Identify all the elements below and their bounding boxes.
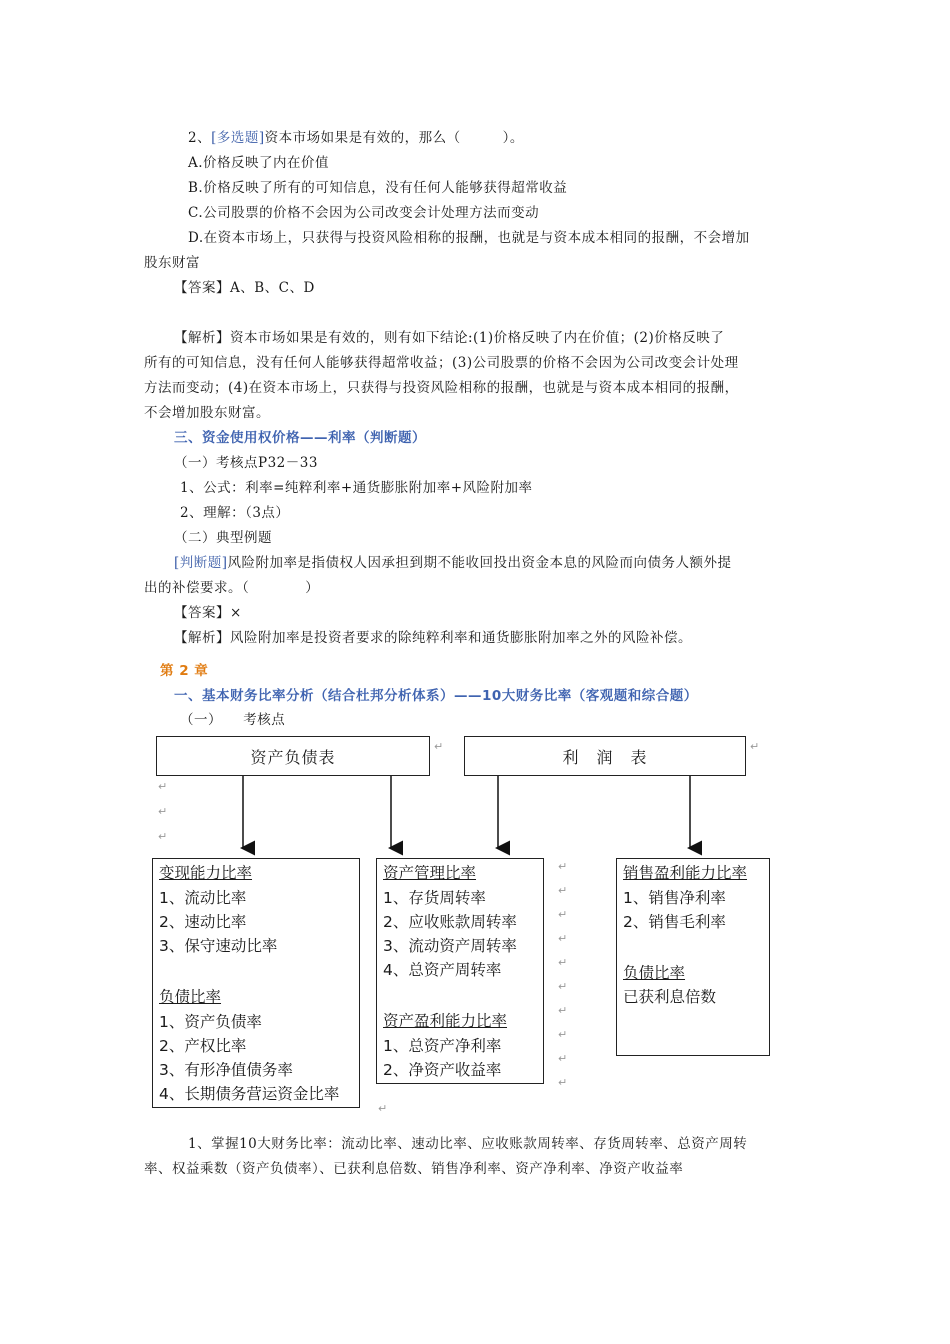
liquidity-ratio-title: 变现能力比率 [159, 864, 253, 882]
return-mark: ↵ [378, 1102, 388, 1115]
q2-analysis-2: 所有的可知信息，没有任何人能够获得超常收益；(3)公司股票的价格不会因为公司改变会计处理 [144, 355, 739, 371]
q2-analysis-3: 方法而变动；(4)在资本市场上，只获得与投资风险相称的报酬，也就是与资本成本相同的报酬， [144, 380, 739, 396]
section3-question-text: 风险附加率是指债权人因承担到期不能收回投出资金本息的风险而向债务人额外提 [227, 555, 732, 571]
chapter-title: 第 2 章 [160, 663, 209, 679]
section3-point: （一）考核点P32－33 [174, 455, 318, 471]
q2-type-tag: [多选题] [211, 130, 265, 146]
section3-question [174, 553, 732, 573]
list-item: 4、长期债务营运资金比率 [159, 1085, 340, 1103]
q2-option-d-cont: 股东财富 [144, 255, 200, 271]
balance-sheet-box [156, 736, 430, 776]
summary-line-2: 率、权益乘数（资产负债率）、已获利息倍数、销售净利率、资产净利率、净资产收益率 [144, 1161, 684, 1177]
return-mark: ↵ [558, 1052, 568, 1065]
q2-analysis-1: 【解析】资本市场如果是有效的，则有如下结论:(1)价格反映了内在价值；(2)价格反映了 [174, 330, 725, 346]
return-mark: ↵ [558, 860, 568, 873]
list-item: 已获利息倍数 [623, 988, 717, 1006]
return-mark: ↵ [158, 830, 168, 843]
list-item: 3、保守速动比率 [159, 937, 278, 955]
q2-option-c: C.公司股票的价格不会因为公司改变会计处理方法而变动 [188, 205, 540, 221]
debt-ratio-title: 负债比率 [623, 964, 686, 982]
return-mark: ↵ [558, 932, 568, 945]
q2-analysis-4: 不会增加股东财富。 [144, 405, 270, 421]
debt-ratio-title: 负债比率 [159, 988, 222, 1006]
list-item: 1、资产负债率 [159, 1013, 262, 1031]
asset-management-box [376, 858, 544, 1084]
list-item: 2、速动比率 [159, 913, 247, 931]
balance-sheet-title: 资产负债表 [250, 747, 336, 767]
section3-formula: 1、公式：利率=纯粹利率+通货膨胀附加率+风险附加率 [180, 480, 533, 496]
liquidity-debt-box [152, 858, 360, 1108]
summary-line-1: 1、掌握10大财务比率：流动比率、速动比率、应收账款周转率、存货周转率、总资产周转 [188, 1136, 748, 1152]
return-mark: ↵ [558, 1028, 568, 1041]
asset-mgmt-title: 资产管理比率 [383, 864, 477, 882]
return-mark: ↵ [750, 740, 760, 753]
financial-ratio-diagram [150, 730, 780, 1120]
income-statement-title: 利 润 表 [562, 747, 648, 767]
q2-option-b: B.价格反映了所有的可知信息，没有任何人能够获得超常收益 [188, 180, 568, 196]
list-item: 2、应收账款周转率 [383, 913, 517, 931]
return-mark: ↵ [558, 884, 568, 897]
return-mark: ↵ [558, 980, 568, 993]
list-item: 2、产权比率 [159, 1037, 247, 1055]
chapter-heading: 一、基本财务比率分析（结合杜邦分析体系）——10大财务比率（客观题和综合题） [174, 688, 698, 704]
section3-understanding: 2、理解：（3点） [180, 505, 290, 521]
return-mark: ↵ [558, 1076, 568, 1089]
return-mark: ↵ [158, 805, 168, 818]
list-item: 3、有形净值债务率 [159, 1061, 293, 1079]
section3-analysis: 【解析】风险附加率是投资者要求的除纯粹利率和通货膨胀附加率之外的风险补偿。 [174, 630, 692, 646]
list-item: 1、存货周转率 [383, 889, 486, 907]
q2-stem [188, 128, 524, 148]
section3-answer: 【答案】× [174, 605, 242, 621]
q2-option-d: D.在资本市场上，只获得与投资风险相称的报酬，也就是与资本成本相同的报酬，不会增加 [188, 230, 750, 246]
list-item: 2、销售毛利率 [623, 913, 726, 931]
income-statement-box [464, 736, 746, 776]
asset-profit-title: 资产盈利能力比率 [383, 1012, 508, 1030]
return-mark: ↵ [558, 956, 568, 969]
list-item: 1、总资产净利率 [383, 1037, 502, 1055]
list-item: 3、流动资产周转率 [383, 937, 517, 955]
q2-question: 资本市场如果是有效的，那么（ ）。 [264, 130, 524, 146]
chapter-subheading: （一） 考核点 [180, 712, 286, 728]
sales-profit-box [616, 858, 770, 1056]
q2-option-a: A.价格反映了内在价值 [188, 155, 330, 171]
section3-heading: 三、资金使用权价格——利率（判断题） [174, 430, 426, 446]
list-item: 2、净资产收益率 [383, 1061, 502, 1079]
return-mark: ↵ [558, 908, 568, 921]
section3-question-cont: 出的补偿要求。（ ） [144, 580, 320, 596]
sales-profit-title: 销售盈利能力比率 [623, 864, 748, 882]
return-mark: ↵ [558, 1004, 568, 1017]
q2-number: 2、 [188, 130, 212, 146]
list-item: 4、总资产周转率 [383, 961, 502, 979]
section3-type-tag: [判断题] [174, 555, 228, 571]
return-mark: ↵ [158, 780, 168, 793]
list-item: 1、流动比率 [159, 889, 247, 907]
list-item: 1、销售净利率 [623, 889, 726, 907]
section3-example-title: （二）典型例题 [174, 530, 272, 546]
return-mark: ↵ [434, 740, 444, 753]
q2-answer: 【答案】A、B、C、D [174, 280, 315, 296]
